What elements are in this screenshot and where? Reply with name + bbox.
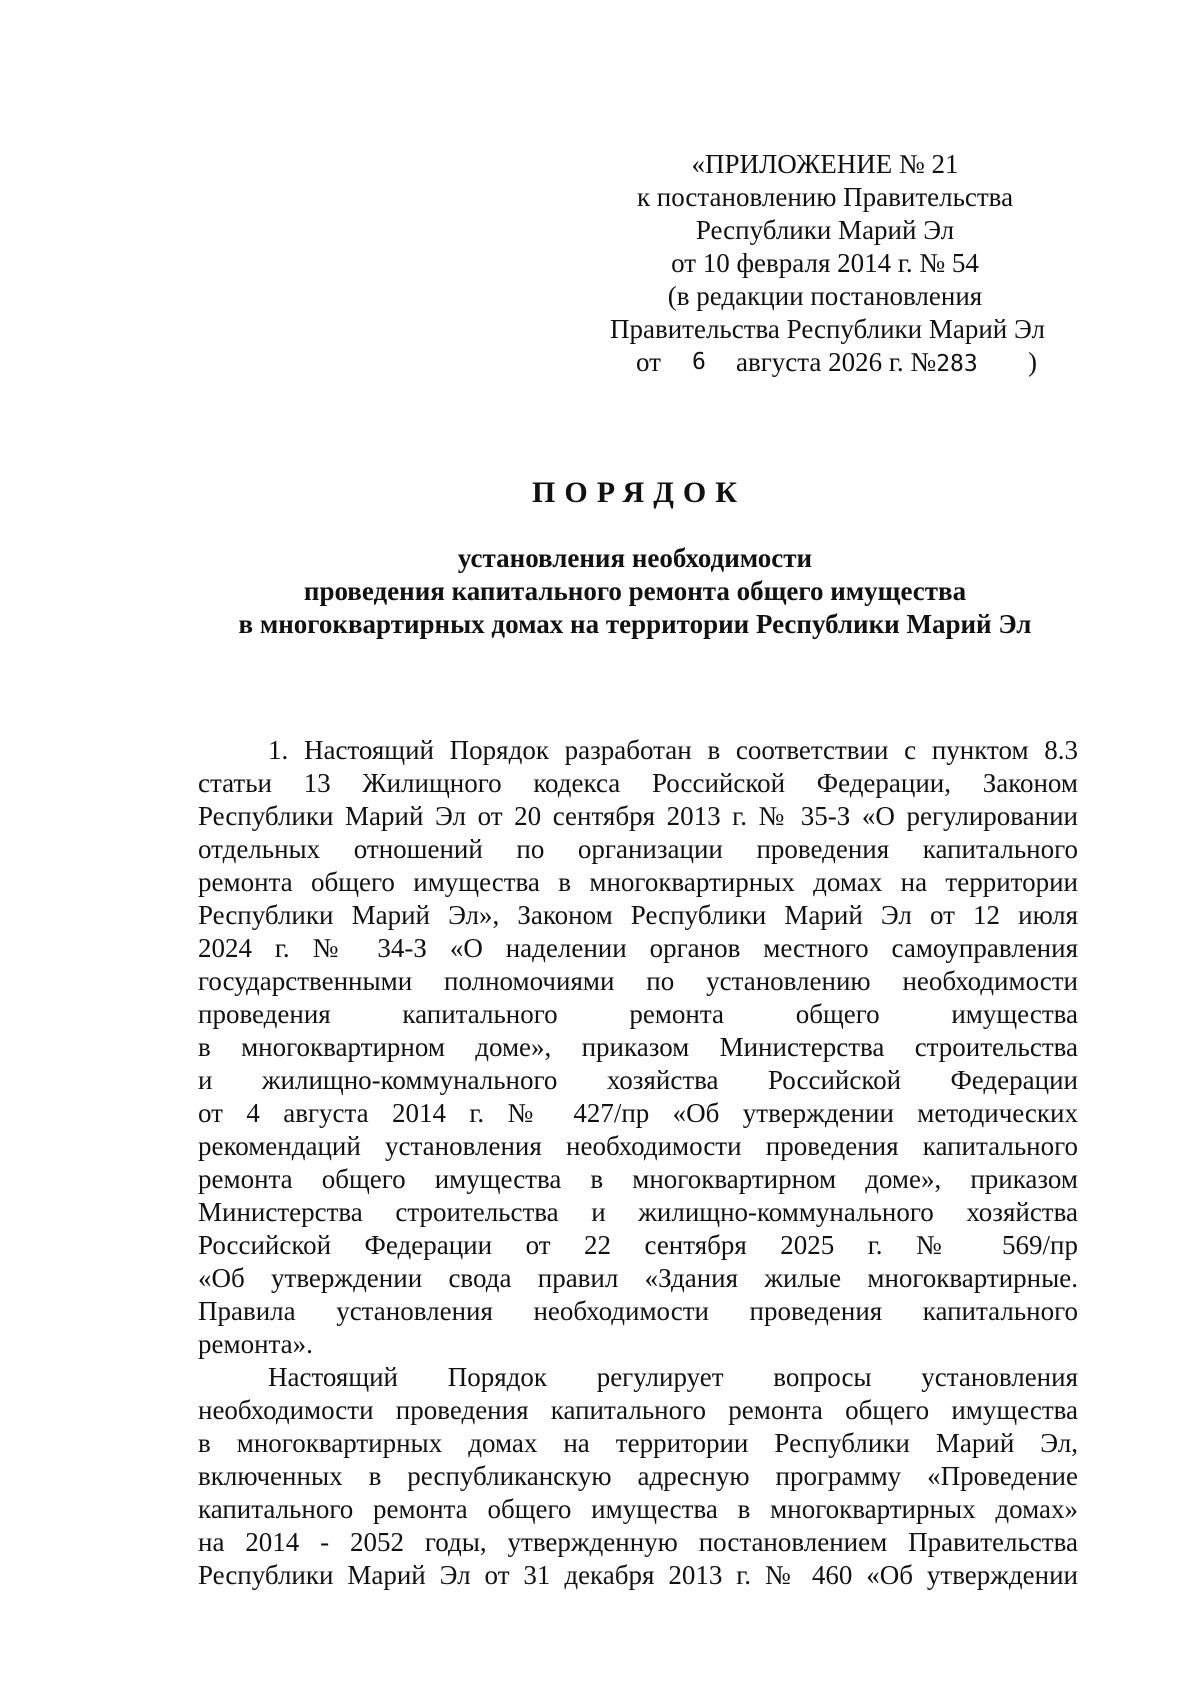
text-line: Республики Марий Эл от 31 декабря 2013 г. № 460 «Об утверждении xyxy=(198,1560,1078,1590)
text-line: Республики Марий Эл от 20 сентября 2013 г. № 35-З «О регулировании xyxy=(198,801,1078,831)
text-line: «Об утверждении свода правил «Здания жилые многоквартирные. xyxy=(198,1263,1078,1293)
text-line: отдельных отношений по организации проведения капитального xyxy=(198,834,1078,864)
text-line: на 2014 - 2052 годы, утвержденную постановлением Правительства xyxy=(198,1527,1078,1557)
appendix-line: Правительства Республики Марий Эл xyxy=(610,314,1045,344)
decree-number: 283 xyxy=(936,351,978,377)
text-line: проведения капитального ремонта общего имущества xyxy=(198,999,1078,1029)
appendix-line: «ПРИЛОЖЕНИЕ № 21 xyxy=(691,149,959,179)
appendix-header xyxy=(610,148,1045,379)
text-line: Настоящий Порядок регулирует вопросы установления xyxy=(268,1362,1078,1392)
text-line: рекомендаций установления необходимости проведения капитального xyxy=(198,1131,1078,1161)
text-line: в многоквартирном доме», приказом Министерства строительства xyxy=(198,1032,1078,1062)
text-line: ремонта». xyxy=(198,1329,313,1359)
document-subtitle xyxy=(200,542,1070,641)
closing-parenthesis: ) xyxy=(1028,347,1037,377)
text-line: Правила установления необходимости проведения капитального xyxy=(198,1296,1078,1326)
text-line: и жилищно-коммунального хозяйства Российской Федерации xyxy=(198,1065,1078,1095)
text-line: 1. Настоящий Порядок разработан в соответствии с пунктом 8.3 xyxy=(268,735,1078,765)
amendment-date-line xyxy=(610,346,1040,379)
date-day: 6 xyxy=(692,349,706,375)
text-line: капитального ремонта общего имущества в многоквартирных домах» xyxy=(198,1494,1078,1524)
date-prefix: от xyxy=(636,347,661,377)
text-line: 2024 г. № 34-З «О наделении органов местного самоуправления xyxy=(198,933,1078,963)
text-line: ремонта общего имущества в многоквартирном доме», приказом xyxy=(198,1164,1078,1194)
text-line: включенных в республиканскую адресную программу «Проведение xyxy=(198,1461,1078,1491)
document-body xyxy=(198,734,1078,1592)
text-line: от 4 августа 2014 г. № 427/пр «Об утверждении методических xyxy=(198,1098,1078,1128)
subtitle-line: проведения капитального ремонта общего имущества xyxy=(303,576,967,606)
text-line: Российской Федерации от 22 сентября 2025 г. № 569/пр xyxy=(198,1230,1078,1260)
date-month-year xyxy=(736,346,978,381)
text-line: Министерства строительства и жилищно-коммунального хозяйства xyxy=(198,1197,1078,1227)
appendix-line: к постановлению Правительства xyxy=(636,182,1014,212)
text-line: в многоквартирных домах на территории Республики Марий Эл, xyxy=(198,1428,1078,1458)
text-line: статьи 13 Жилищного кодекса Российской Федерации, Законом xyxy=(198,768,1078,798)
subtitle-line: установления необходимости xyxy=(457,543,813,573)
appendix-line: Республики Марий Эл xyxy=(695,215,955,245)
appendix-line: от 10 февраля 2014 г. № 54 xyxy=(671,248,979,278)
paragraph-1 xyxy=(198,734,1078,1361)
document-title: ПОРЯДОК xyxy=(532,476,746,509)
paragraph-2 xyxy=(198,1361,1078,1592)
subtitle-line: в многоквартирных домах на территории Республики Марий Эл xyxy=(238,609,1032,639)
text-line: государственными полномочиями по установлению необходимости xyxy=(198,966,1078,996)
text-line: ремонта общего имущества в многоквартирных домах на территории xyxy=(198,867,1078,897)
text-line: необходимости проведения капитального ремонта общего имущества xyxy=(198,1395,1078,1425)
text-line: Республики Марий Эл», Законом Республики Марий Эл от 12 июля xyxy=(198,900,1078,930)
appendix-line: (в редакции постановления xyxy=(667,281,983,311)
date-month-year-text: августа 2026 г. № xyxy=(736,347,937,377)
